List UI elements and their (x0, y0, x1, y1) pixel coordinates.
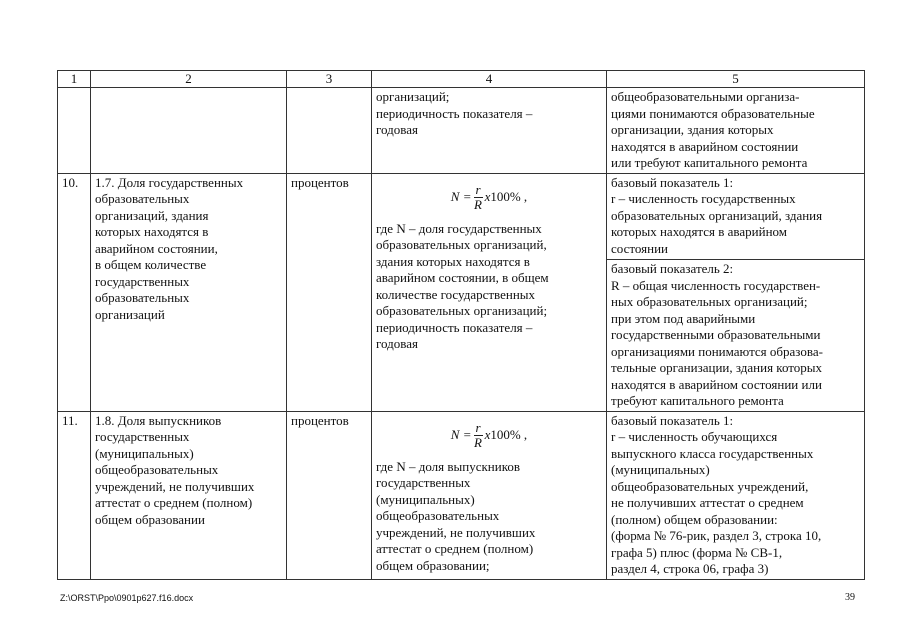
table-row-continuation (58, 88, 865, 174)
row-11-method (372, 411, 607, 579)
row-10-sources (607, 173, 865, 411)
table-header-row (58, 71, 865, 88)
row-10-indicator: 1.7. Доля государственных образовательных организаций, здания которых находятся в аварийном состоянии, в общем количестве государственных образовательных организаций (91, 173, 287, 411)
continuation-method-text: организаций; периодичность показателя – годовая (372, 88, 607, 174)
row-11-base-1: базовый показатель 1: r – численность обучающихся выпускного класса государственных (муниципальных) общеобразовательных учреждений, не получивших аттестат о среднем (полном) общем образовании: (форма № 76-рик, раздел 3, строка 10, графа 5) плюс (форма № СВ-1, раздел 4, строка 06, графа 3) (607, 411, 865, 579)
row-10-unit: процентов (287, 173, 372, 411)
indicator-table (57, 70, 865, 580)
row-10-number: 10. (58, 173, 91, 411)
header-col-1: 1 (58, 71, 91, 88)
header-col-2: 2 (91, 71, 287, 88)
row-11-number: 11. (58, 411, 91, 579)
row-11-indicator: 1.8. Доля выпускников государственных (муниципальных) общеобразовательных учреждений, не получивших аттестат о среднем (полном) общем образовании (91, 411, 287, 579)
row-10-base-2: базовый показатель 2: R – общая численность государствен- ных образовательных организаций; при этом под аварийными государственными образовательными организациями понимаются образова- тельные организации, здания которых находятся в аварийном состоянии или требуют капитального ремонта (607, 259, 864, 410)
row-10-method (372, 173, 607, 411)
table-row-10 (58, 173, 865, 411)
header-col-4: 4 (372, 71, 607, 88)
header-col-3: 3 (287, 71, 372, 88)
file-path-footer: Z:\ORST\Ppo\0901p627.f16.docx (60, 593, 194, 603)
row-10-formula: N = $\frac{r}{R}$ x 100% , (450, 182, 528, 212)
row-10-base-1: базовый показатель 1: r – численность государственных образовательных организаций, здания которых находятся в аварийном состоянии (611, 174, 823, 256)
row-10-method-text: где N – доля государственных образовательных организаций, здания которых находятся в аварийном состоянии, в общем количестве государственных образовательных организаций; периодичность показателя – годовая (376, 220, 549, 351)
page-number: 39 (845, 592, 855, 603)
row-11-unit: процентов (287, 411, 372, 579)
header-col-5: 5 (607, 71, 865, 88)
continuation-source-text: общеобразовательными организа- циями понимаются образовательные организации, здания которых находятся в аварийном состоянии или требуют капитального ремонта (607, 88, 865, 174)
row-11-formula: N = $\frac{r}{R}$ x 100% , (450, 420, 528, 450)
table-row-11 (58, 411, 865, 579)
row-11-method-text: где N – доля выпускников государственных (муниципальных) общеобразовательных учреждений, не получивших аттестат о среднем (полном) общем образовании; (376, 458, 536, 573)
